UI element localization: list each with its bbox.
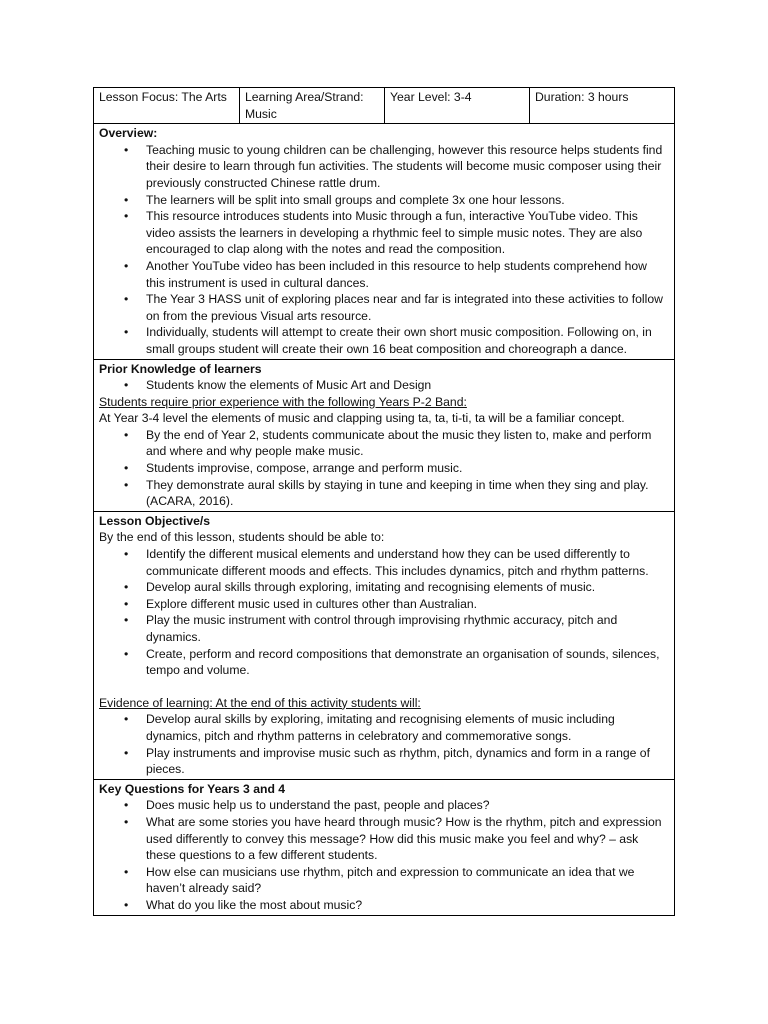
list-item: • Individually, students will attempt to create their own short music composition. Following on, in small groups student will create their own 16 beat composition and choreograph a dance. — [146, 324, 669, 357]
objectives-title: Lesson Objective/s — [99, 513, 211, 528]
list-item: • Does music help us to understand the past, people and places? — [146, 797, 669, 814]
objectives-cell — [94, 511, 675, 779]
prior-knowledge-title: Prior Knowledge of learners — [99, 361, 262, 376]
lesson-plan-page — [93, 87, 674, 916]
overview-row — [94, 124, 675, 359]
list-item: • Identify the different musical elements and understand how they can be used differently to communicate different moods and effects. This includes dynamics, pitch and rhythm patterns. — [146, 546, 669, 579]
list-item: • Play instruments and improvise music such as rhythm, pitch, dynamics and form in a range of pieces. — [146, 745, 669, 778]
objectives-intro: By the end of this lesson, students should be able to: — [99, 530, 385, 545]
lesson-focus-cell: Lesson Focus: The Arts — [94, 88, 240, 124]
list-item: • Explore different music used in cultures other than Australian. — [146, 596, 669, 613]
year-level-cell: Year Level: 3-4 — [385, 88, 530, 124]
list-item: • By the end of Year 2, students communicate about the music they listen to, make and perform and where and why people make music. — [146, 427, 669, 460]
prior-knowledge-row — [94, 359, 675, 511]
evidence-heading: Evidence of learning: At the end of this activity students will: — [99, 695, 421, 710]
key-questions-title: Key Questions for Years 3 and 4 — [99, 781, 286, 796]
key-questions-list — [99, 797, 669, 913]
header-row — [94, 88, 675, 124]
list-item: • The learners will be split into small groups and complete 3x one hour lessons. — [146, 192, 669, 209]
spacer — [99, 679, 669, 695]
overview-cell — [94, 124, 675, 359]
prior-knowledge-list-a — [99, 377, 669, 394]
key-questions-cell — [94, 779, 675, 915]
overview-list — [99, 142, 669, 358]
list-item: • Create, perform and record compositions that demonstrate an organisation of sounds, silences, tempo and volume. — [146, 646, 669, 679]
list-item: • What do you like the most about music? — [146, 897, 669, 914]
duration-cell: Duration: 3 hours — [530, 88, 675, 124]
list-item: • The Year 3 HASS unit of exploring places near and far is integrated into these activities to follow on from the previous Visual arts resource. — [146, 291, 669, 324]
list-item: • Play the music instrument with control through improvising rhythmic accuracy, pitch and dynamics. — [146, 612, 669, 645]
list-item: • Another YouTube video has been included in this resource to help students comprehend how this instrument is used in cultural dances. — [146, 258, 669, 291]
list-item: • Teaching music to young children can be challenging, however this resource helps students find their desire to learn through fun activities. The students will become music composer using their previously constructed Chinese rattle drum. — [146, 142, 669, 192]
prior-knowledge-list-b — [99, 427, 669, 510]
list-item: • They demonstrate aural skills by staying in tune and keeping in time when they sing and play. (ACARA, 2016). — [146, 477, 669, 510]
list-item: • Develop aural skills by exploring, imitating and recognising elements of music including dynamics, pitch and rhythm patterns in celebratory and commemorative songs. — [146, 711, 669, 744]
evidence-list — [99, 711, 669, 777]
objectives-row — [94, 511, 675, 779]
list-item: • Develop aural skills through exploring, imitating and recognising elements of music. — [146, 579, 669, 596]
prior-knowledge-subheading: Students require prior experience with the following Years P-2 Band: — [99, 394, 467, 409]
learning-area-cell: Learning Area/Strand: Music — [240, 88, 385, 124]
list-item: • What are some stories you have heard through music? How is the rhythm, pitch and expression used differently to convey this message? How did this music make you feel and why? – ask these questions to a few different students. — [146, 814, 669, 864]
key-questions-row — [94, 779, 675, 915]
overview-title: Overview: — [99, 126, 158, 141]
list-item: • Students improvise, compose, arrange and perform music. — [146, 460, 669, 477]
prior-knowledge-cell — [94, 359, 675, 511]
lesson-plan-table — [93, 87, 675, 916]
list-item: • Students know the elements of Music Art and Design — [146, 377, 669, 394]
prior-knowledge-intro: At Year 3-4 level the elements of music and clapping using ta, ta, ti-ti, ta will be a familiar concept. — [99, 411, 625, 426]
list-item: • How else can musicians use rhythm, pitch and expression to communicate an idea that we haven’t already said? — [146, 864, 669, 897]
list-item: • This resource introduces students into Music through a fun, interactive YouTube video. This video assists the learners in developing a rhythmic feel to simple music notes. They are also encouraged to clap along with the notes and read the composition. — [146, 208, 669, 258]
objectives-list — [99, 546, 669, 679]
